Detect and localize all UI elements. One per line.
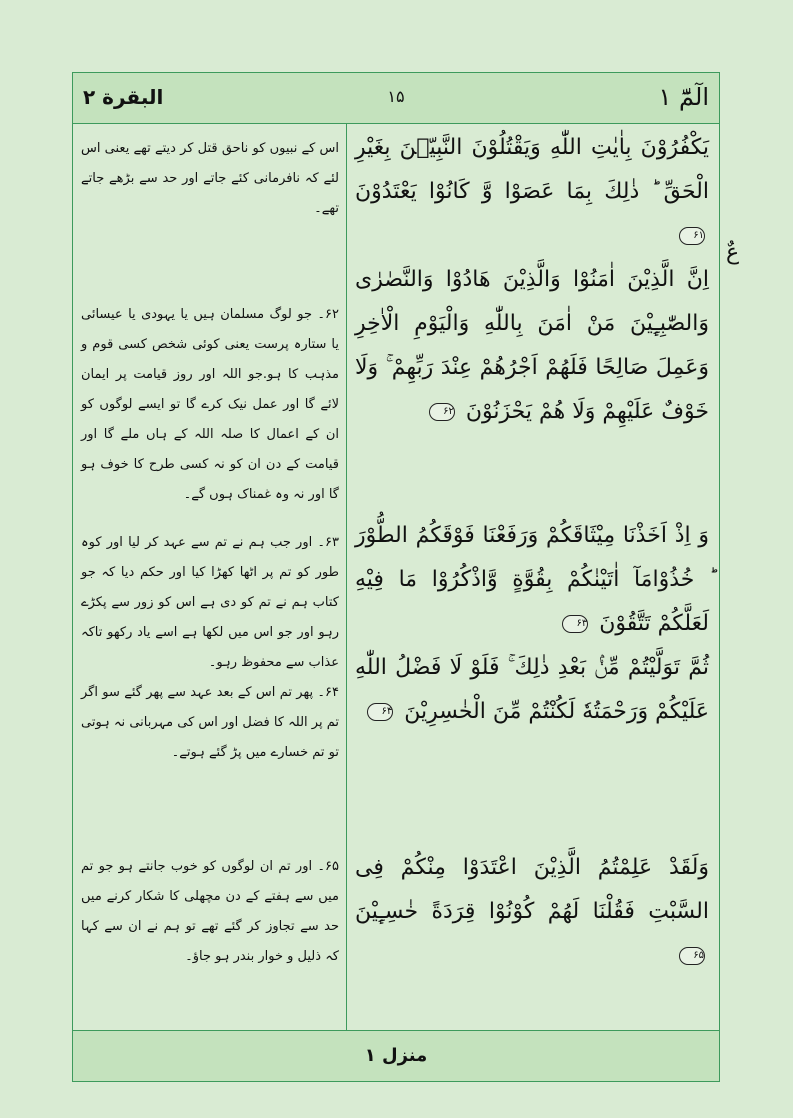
column-divider [346,124,347,1030]
verse-text: يَكْفُرُوْنَ بِاٰيٰتِ اللّٰهِ وَيَقْتُلُوْنَ النَّبِيّٖنَ بِغَيْرِ الْحَقِّ ؕ ذٰلِكَ بِمَا عَصَوْا وَّ كَانُوْا يَعْتَدُوْنَ [355,135,709,204]
ayah-number-marker: ۶۵ [679,947,705,965]
translation-63: ۶۳۔ اور جب ہم نے تم سے عہد کر لیا اور کوہ طور کو تم پر اٹھا کھڑا کیا اور حکم دیا کہ جو کتاب ہم نے تم کو دی ہے اس کو زور سے پکڑے رہو اور جو اس میں لکھا ہے اسے یاد رکھو تاکہ عذاب سے محفوظ رہو۔ [81,535,339,670]
verse-text: وَ اِذْ اَخَذْنَا مِيْثَاقَكُمْ وَرَفَعْنَا فَوْقَكُمُ الطُّوْرَ ؕ خُذُوْامَآ اٰتَيْنٰكُمْ بِقُوَّةٍ وَّاذْكُرُوْا مَا فِيْهِ لَعَلَّكُمْ تَتَّقُوْنَ [355,523,709,636]
translation-62: ۶۲۔ جو لوگ مسلمان ہیں یا یہودی یا عیسائی یا ستارہ پرست یعنی کوئی شخص کسی قوم و مذہب کا ہو.جو اللہ اور روز قیامت پر ایمان لائے گا اور عمل نیک کرے گا تو ایسے لوگوں کو ان کے اعمال کا صلہ اللہ کے ہاں ملے گا اور قیامت کے دن ان کو نہ کسی طرح کا خوف ہو گا اور نہ وہ غمناک ہوں گے۔ [81,307,339,502]
surah-name: البقرة ۲ [83,85,164,109]
manzil-label: منزل ۱ [364,1045,428,1066]
verse-text: اِنَّ الَّذِيْنَ اٰمَنُوْا وَالَّذِيْنَ هَادُوْا وَالنَّصٰرٰى وَالصّٰبِـِٕيْنَ مَنْ اٰمَنَ بِاللّٰهِ وَالْيَوْمِ الْاٰخِرِ وَعَمِلَ صَالِحًا فَلَهُمْ اَجْرُهُمْ عِنْدَ رَبِّهِمْ ۚ وَلَا خَوْفٌ عَلَيْهِمْ وَلَا هُمْ يَحْزَنُوْنَ [355,267,709,424]
verse-text: ثُمَّ تَوَلَّيْتُمْ مِّنْۢ بَعْدِ ذٰلِكَ ۚ فَلَوْ لَا فَضْلُ اللّٰهِ عَلَيْكُمْ وَرَحْمَتُهٗ لَكُنْتُمْ مِّنَ الْخٰسِرِيْنَ [355,655,709,724]
ayah-number-marker: ۶۲ [429,403,455,421]
ruku-marker: عٌ [726,240,740,265]
verse-61 [355,126,709,258]
page-number: ۱۵ [387,87,405,106]
translation-65: ۶۵۔ اور تم ان لوگوں کو خوب جانتے ہو جو تم میں سے ہفتے کے دن مچھلی کا شکار کرنے میں حد سے تجاوز کر گئے تھے تو ہم نے ان سے کہا کہ ذلیل و خوار بندر ہو جاؤ۔ [81,859,339,964]
verse-64 [355,646,709,734]
verse-text: وَلَقَدْ عَلِمْتُمُ الَّذِيْنَ اعْتَدَوْا مِنْكُمْ فِى السَّبْتِ فَقُلْنَا لَهُمْ كُوْنُوْا قِرَدَةً خٰسِـِٕيْنَ [355,855,709,924]
juz-name: الٓمّٓ ۱ [658,83,709,111]
page-header [72,72,720,124]
page-footer [72,1030,720,1082]
ayah-number-marker: ۶۱ [679,227,705,245]
content-area [72,124,720,1030]
translation-61: اس کے نبیوں کو ناحق قتل کر دیتے تھے یعنی اس لئے کہ نافرمانی کئے جاتے اور حد سے بڑھے جاتے تھے۔ [81,141,339,216]
translation-64: ۶۴۔ پھر تم اس کے بعد عہد سے پھر گئے سو اگر تم پر اللہ کا فضل اور اس کی مہربانی نہ ہوتی تو تم خسارے میں پڑ گئے ہوتے۔ [81,685,339,760]
ayah-number-marker: ۶۴ [367,703,393,721]
verse-65 [355,846,709,978]
verse-62 [355,258,709,434]
ayah-number-marker: ۶۳ [562,615,588,633]
verse-63 [355,514,709,646]
